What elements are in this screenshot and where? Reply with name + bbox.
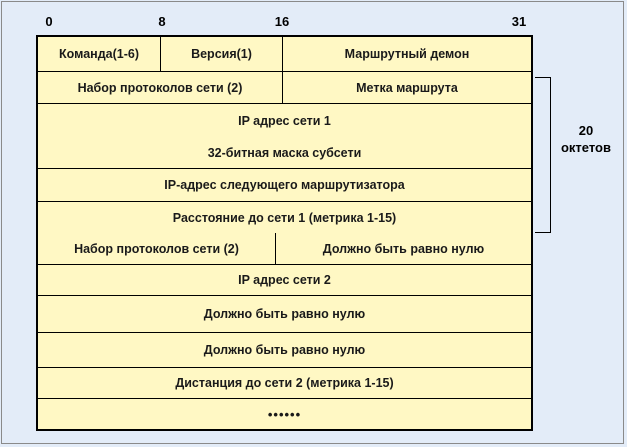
field-protocol-family-2: Набор протоколов сети (2) <box>74 241 239 256</box>
field-ip-network-1: IP адрес сети 1 <box>238 113 331 128</box>
field-protocol-family-1: Набор протоколов сети (2) <box>77 80 243 95</box>
field-distance-1: Расстояние до сети 1 (метрика 1-15) <box>172 210 397 225</box>
field-version: Версия(1) <box>191 47 252 61</box>
field-must-be-zero-1: Должно быть равно нулю <box>322 241 485 256</box>
field-subnet-mask: 32-битная маска субсети <box>207 146 362 160</box>
octets-brace <box>535 77 551 233</box>
field-ip-network-2: IP адрес сети 2 <box>238 273 331 287</box>
field-must-be-zero-2: Должно быть равно нулю <box>203 307 366 321</box>
bit-label-0: 0 <box>45 14 53 29</box>
field-command: Команда(1-6) <box>59 47 139 61</box>
octets-unit: октетов <box>560 140 611 155</box>
diagram-frame <box>1 1 624 444</box>
field-must-be-zero-3: Должно быть равно нулю <box>203 343 366 357</box>
field-routing-daemon: Маршрутный демон <box>344 47 470 61</box>
field-distance-2: Дистанция до сети 2 (метрика 1-15) <box>175 376 394 390</box>
field-route-tag: Метка маршрута <box>356 80 458 95</box>
bit-label-31: 31 <box>511 14 527 29</box>
field-next-hop-ip: IP-адрес следующего маршрутизатора <box>164 178 405 192</box>
bit-label-16: 16 <box>274 14 290 29</box>
field-ellipsis: •••••• <box>267 406 302 422</box>
octets-brace-label <box>554 122 618 156</box>
rip-packet-format-table <box>36 35 533 431</box>
row-divider <box>38 103 531 104</box>
octets-count: 20 <box>578 123 594 138</box>
bit-label-8: 8 <box>158 14 166 29</box>
